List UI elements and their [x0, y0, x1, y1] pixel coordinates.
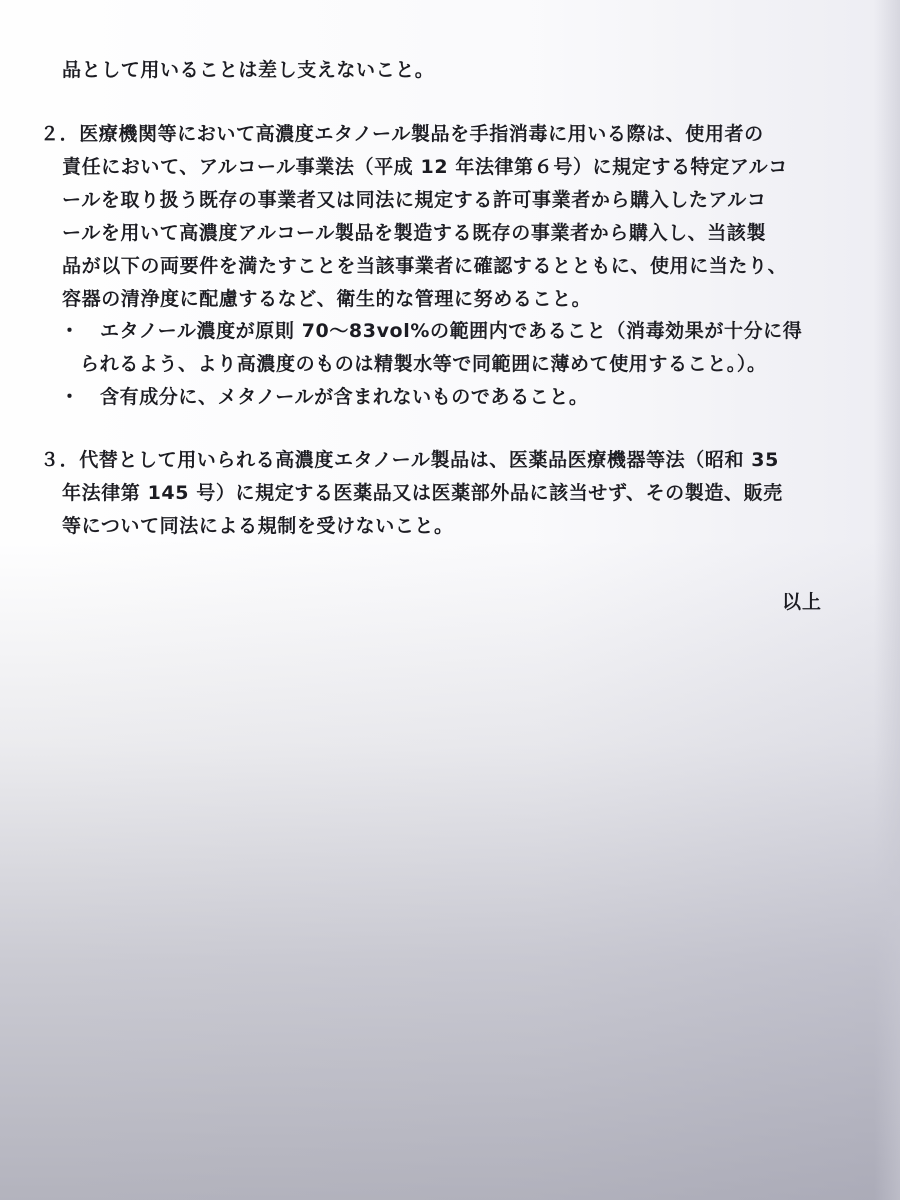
item-3-line-2: 年法律第 145 号）に規定する医薬品又は医薬部外品に該当せず、その製造、販売 — [62, 482, 783, 504]
bullet-marker: ・ — [60, 386, 80, 408]
item-2-line-1: ２．医療機関等において高濃度エタノール製品を手指消毒に用いる際は、使用者の — [40, 123, 764, 145]
item-2-line-2: 責任において、アルコール事業法（平成 12 年法律第６号）に規定する特定アルコ — [62, 156, 788, 178]
intro-line-1: 品として用いることは差し支えないこと。 — [62, 59, 435, 81]
item-3-line-1: ３．代替として用いられる高濃度エタノール製品は、医薬品医療機器等法（昭和 35 — [40, 449, 779, 471]
item-2-line-3: ールを取り扱う既存の事業者又は同法に規定する許可事業者から購入したアルコ — [62, 189, 767, 211]
bullet-1-line-2: られるよう、より高濃度のものは精製水等で同範囲に薄めて使用すること。）。 — [80, 353, 767, 375]
item-2-line-4: ールを用いて高濃度アルコール製品を製造する既存の事業者から購入し、当該製 — [62, 222, 767, 244]
bullet-2-line-1: 含有成分に、メタノールが含まれないものであること。 — [100, 386, 589, 408]
item-3-line-3: 等について同法による規制を受けないこと。 — [62, 515, 454, 537]
closing-text: 以上 — [781, 591, 822, 613]
item-2-line-6: 容器の清浄度に配慮するなど、衛生的な管理に努めること。 — [62, 288, 592, 310]
bullet-marker: ・ — [60, 320, 80, 342]
item-2-line-5: 品が以下の両要件を満たすことを当該事業者に確認するとともに、使用に当たり、 — [62, 255, 788, 277]
bullet-1-line-1: エタノール濃度が原則 70～83vol%の範囲内であること（消毒効果が十分に得 — [100, 320, 803, 342]
page-edge-shadow — [874, 0, 900, 1200]
